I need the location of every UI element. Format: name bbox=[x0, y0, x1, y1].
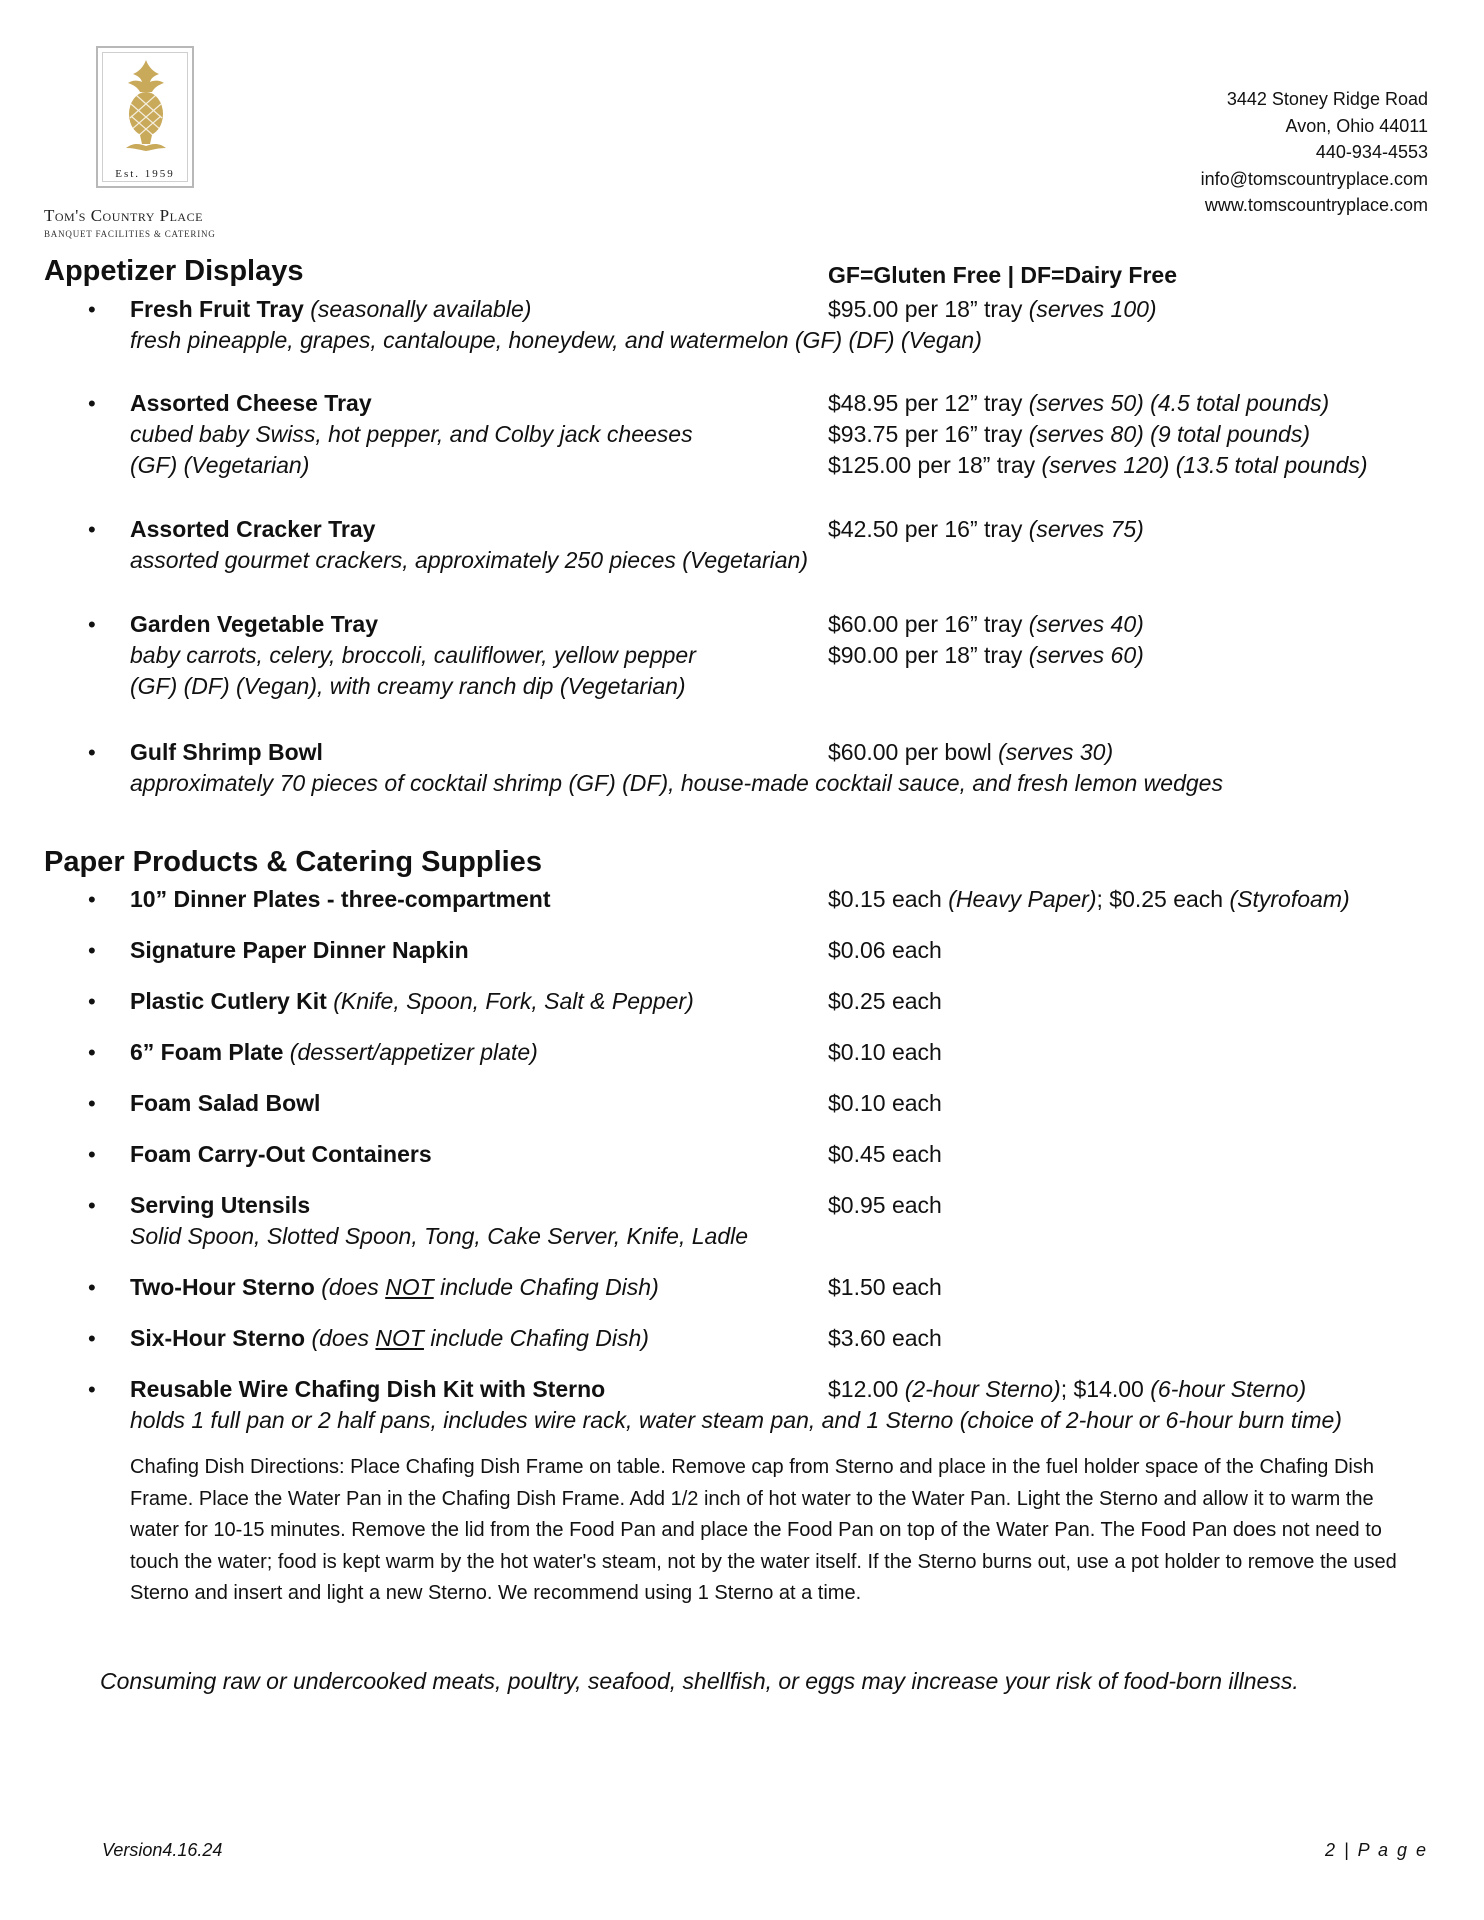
bullet: • bbox=[88, 887, 96, 912]
item-price-note: (serves 50) (4.5 total pounds) bbox=[1022, 390, 1330, 416]
item-note-emphasis: NOT bbox=[375, 1325, 424, 1351]
item-price-note: (Styrofoam) bbox=[1223, 886, 1350, 912]
item-price: $42.50 per 16” tray bbox=[828, 516, 1023, 542]
price-separator: ; bbox=[1096, 886, 1110, 912]
item-price: $60.00 per bowl bbox=[828, 739, 992, 765]
item-price: $12.00 bbox=[828, 1376, 899, 1402]
address-email[interactable]: info@tomscountryplace.com bbox=[1200, 168, 1428, 189]
bullet: • bbox=[88, 297, 96, 322]
food-safety-warning: Consuming raw or undercooked meats, poultry, seafood, shellfish, or eggs may increase your risk of food-born illness. bbox=[100, 1668, 1299, 1694]
item-note: (Knife, Spoon, Fork, Salt & Pepper) bbox=[326, 988, 694, 1014]
bullet: • bbox=[88, 740, 96, 765]
item-description: Solid Spoon, Slotted Spoon, Tong, Cake Server, Knife, Ladle bbox=[130, 1223, 749, 1249]
item-note: include Chafing Dish) bbox=[423, 1325, 649, 1351]
item-price: $0.10 each bbox=[828, 1039, 942, 1065]
item-name: Fresh Fruit Tray bbox=[130, 296, 304, 322]
item-note: include Chafing Dish) bbox=[433, 1274, 659, 1300]
item-name: Plastic Cutlery Kit bbox=[130, 988, 327, 1014]
bullet: • bbox=[88, 1142, 96, 1167]
item-name: Assorted Cheese Tray bbox=[130, 390, 372, 416]
logo-company-name: Tom's Country Place bbox=[44, 206, 203, 225]
bullet: • bbox=[88, 1377, 96, 1402]
item-price-note: (serves 40) bbox=[1022, 611, 1144, 637]
item-price: $90.00 per 18” tray bbox=[828, 642, 1023, 668]
item-price-note: (serves 100) bbox=[1022, 296, 1157, 322]
item-description: cubed baby Swiss, hot pepper, and Colby jack cheeses bbox=[130, 421, 693, 447]
item-note: (does bbox=[314, 1274, 386, 1300]
item-price: $93.75 per 16” tray bbox=[828, 421, 1023, 447]
item-price: $0.15 each bbox=[828, 886, 942, 912]
item-price-note: (serves 60) bbox=[1022, 642, 1144, 668]
item-price: $0.25 each bbox=[1109, 886, 1224, 912]
item-price: $0.45 each bbox=[828, 1141, 942, 1167]
item-price-note: (serves 120) (13.5 total pounds) bbox=[1035, 452, 1368, 478]
logo-frame bbox=[96, 46, 194, 188]
item-name: Signature Paper Dinner Napkin bbox=[130, 937, 469, 963]
item-price: $0.95 each bbox=[828, 1192, 942, 1218]
address-website[interactable]: www.tomscountryplace.com bbox=[1204, 195, 1428, 215]
bullet: • bbox=[88, 612, 96, 637]
bullet: • bbox=[88, 1326, 96, 1351]
bullet: • bbox=[88, 1275, 96, 1300]
footer-page-number: 2 | P a g e bbox=[1324, 1840, 1428, 1860]
item-price: $95.00 per 18” tray bbox=[828, 296, 1023, 322]
bullet: • bbox=[88, 1091, 96, 1116]
item-description: holds 1 full pan or 2 half pans, includes wire rack, water steam pan, and 1 Sterno (choice of 2-hour or 6-hour burn time) bbox=[130, 1407, 1342, 1433]
item-name: Two-Hour Sterno bbox=[130, 1274, 315, 1300]
bullet: • bbox=[88, 938, 96, 963]
section-title-supplies: Paper Products & Catering Supplies bbox=[44, 846, 542, 878]
item-name: Gulf Shrimp Bowl bbox=[130, 739, 323, 765]
item-description: (GF) (Vegetarian) bbox=[130, 452, 310, 478]
item-description: baby carrots, celery, broccoli, cauliflower, yellow pepper bbox=[130, 642, 696, 668]
item-name: 6” Foam Plate bbox=[130, 1039, 284, 1065]
item-note: (dessert/appetizer plate) bbox=[283, 1039, 538, 1065]
bullet: • bbox=[88, 517, 96, 542]
item-name: Six-Hour Sterno bbox=[130, 1325, 306, 1351]
item-name: Reusable Wire Chafing Dish Kit with Sterno bbox=[130, 1376, 606, 1402]
item-price: $0.10 each bbox=[828, 1090, 942, 1116]
item-description: (GF) (DF) (Vegan), with creamy ranch dip (Vegetarian) bbox=[130, 673, 686, 699]
item-description: approximately 70 pieces of cocktail shrimp (GF) (DF), house-made cocktail sauce, and fresh lemon wedges bbox=[130, 770, 1223, 796]
item-note: (seasonally available) bbox=[303, 296, 532, 322]
item-price: $60.00 per 16” tray bbox=[828, 611, 1023, 637]
diet-legend: GF=Gluten Free | DF=Dairy Free bbox=[828, 262, 1177, 288]
item-note: (does bbox=[305, 1325, 376, 1351]
footer-version: Version4.16.24 bbox=[102, 1840, 223, 1860]
item-price-note: (2-hour Sterno) bbox=[898, 1376, 1061, 1402]
item-name: Foam Salad Bowl bbox=[130, 1090, 321, 1116]
price-separator: ; bbox=[1060, 1376, 1074, 1402]
logo-tagline: BANQUET FACILITIES & CATERING bbox=[44, 229, 216, 239]
item-price-note: (6-hour Sterno) bbox=[1143, 1376, 1307, 1402]
item-price: $14.00 bbox=[1073, 1376, 1144, 1402]
item-price: $3.60 each bbox=[828, 1325, 942, 1351]
contact-address bbox=[1201, 86, 1428, 219]
item-note-emphasis: NOT bbox=[385, 1274, 434, 1300]
item-price: $48.95 per 12” tray bbox=[828, 390, 1023, 416]
chafing-dish-directions: Chafing Dish Directions: Place Chafing Dish Frame on table. Remove cap from Sterno and place in the fuel holder space of the Chafing Dish Frame. Place the Water Pan in the Chafing Dish Frame. Add 1/2 inch of hot water to the Water Pan. Light the Sterno and allow it to warm the water for 10-15 minutes. Remove the lid from the Food Pan and place the Food Pan on top of the Water Pan. The Food Pan does not need to touch the water; food is kept warm by the hot water's steam, not by the water itself. If the Sterno burns out, use a pot holder to remove the used Sterno and insert and light a new Sterno. We recommend using 1 Sterno at a time. bbox=[130, 1456, 1397, 1604]
section-title-appetizers: Appetizer Displays bbox=[44, 255, 304, 287]
address-phone: 440-934-4553 bbox=[1315, 142, 1428, 162]
item-description: assorted gourmet crackers, approximately 250 pieces (Vegetarian) bbox=[130, 547, 808, 573]
item-price-note: (Heavy Paper) bbox=[941, 886, 1097, 912]
item-description: fresh pineapple, grapes, cantaloupe, honeydew, and watermelon (GF) (DF) (Vegan) bbox=[130, 327, 982, 353]
item-name: 10” Dinner Plates - three-compartment bbox=[130, 886, 551, 912]
item-price: $1.50 each bbox=[828, 1274, 942, 1300]
item-price: $125.00 per 18” tray bbox=[828, 452, 1036, 478]
item-name: Assorted Cracker Tray bbox=[130, 516, 376, 542]
item-price: $0.25 each bbox=[828, 988, 942, 1014]
item-price: $0.06 each bbox=[828, 937, 942, 963]
item-name: Foam Carry-Out Containers bbox=[130, 1141, 432, 1167]
item-price-note: (serves 75) bbox=[1022, 516, 1144, 542]
item-price-note: (serves 80) (9 total pounds) bbox=[1022, 421, 1310, 447]
bullet: • bbox=[88, 989, 96, 1014]
item-name: Serving Utensils bbox=[130, 1192, 311, 1218]
bullet: • bbox=[88, 1040, 96, 1065]
logo-established: Est. 1959 bbox=[115, 168, 175, 180]
bullet: • bbox=[88, 391, 96, 416]
address-city: Avon, Ohio 44011 bbox=[1285, 115, 1428, 136]
item-price-note: (serves 30) bbox=[991, 739, 1114, 765]
bullet: • bbox=[88, 1193, 96, 1218]
pineapple-icon bbox=[116, 58, 176, 163]
address-street: 3442 Stoney Ridge Road bbox=[1226, 89, 1428, 109]
item-name: Garden Vegetable Tray bbox=[130, 611, 379, 637]
